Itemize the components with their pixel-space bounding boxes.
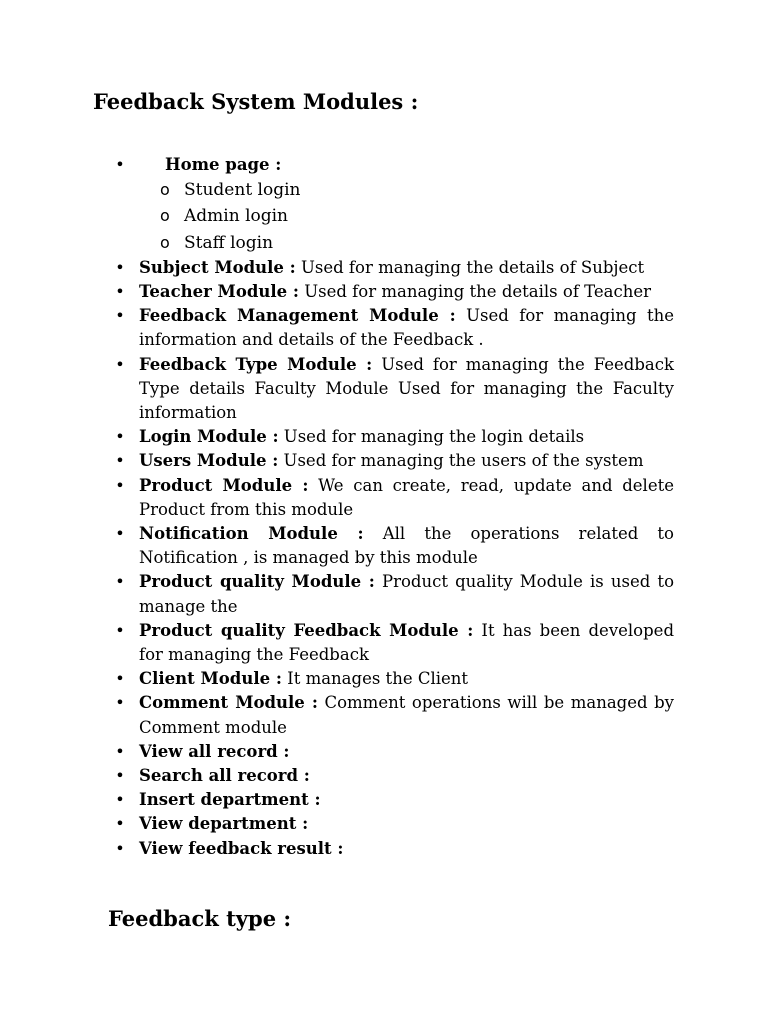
module-label: Login Module :	[139, 427, 279, 447]
list-item-view-feedback-result	[0, 837, 674, 861]
module-label: Comment Module :	[139, 693, 318, 713]
bullet-icon: •	[115, 766, 125, 786]
module-description: Comment operations will be managed by Comment module	[139, 693, 674, 737]
module-description: Used for managing the details of Subject	[295, 257, 645, 277]
sub-item-text: Staff login	[184, 232, 274, 253]
sub-bullet-icon: o	[160, 206, 170, 226]
module-label: Notification Module :	[139, 524, 364, 544]
bullet-icon: •	[115, 693, 125, 713]
module-label: View feedback result :	[139, 838, 344, 858]
bullet-icon: •	[115, 475, 125, 495]
module-label: Search all record :	[139, 766, 310, 786]
list-item-client-module	[0, 667, 674, 691]
sub-item-text: Student login	[184, 180, 301, 201]
sub-bullet-icon: o	[160, 232, 170, 252]
module-label: Feedback Type Module :	[139, 354, 373, 374]
list-item-product-quality-feedback-module	[0, 619, 674, 667]
module-list	[0, 153, 768, 861]
list-item-login-module	[0, 425, 674, 449]
list-item-users-module	[0, 449, 674, 473]
module-description: It has been developed for managing the Feedback	[139, 620, 675, 665]
sub-bullet-icon: o	[160, 180, 170, 200]
list-item-home-page	[0, 153, 674, 256]
feedback-type-heading: Feedback type :	[108, 906, 292, 931]
module-description: We can create, read, update and delete Product from this module	[139, 475, 674, 519]
list-item-feedback-management-module	[0, 304, 674, 352]
bullet-icon: •	[115, 620, 125, 640]
module-label: Product Module :	[139, 475, 309, 495]
module-label: View department :	[139, 814, 309, 834]
list-item-feedback-type-module	[0, 353, 674, 426]
module-description: Used for managing the login details	[278, 427, 585, 447]
module-label: Product quality Module :	[139, 572, 375, 592]
bullet-icon: •	[115, 669, 125, 689]
bullet-icon: •	[115, 838, 125, 858]
list-item-view-all-record	[0, 740, 674, 764]
sub-item-student-login	[160, 177, 674, 203]
home-sub-list	[160, 177, 674, 256]
home-page-label: Home page :	[165, 155, 282, 174]
bullet-icon: •	[115, 306, 125, 326]
bullet-icon: •	[115, 790, 125, 810]
list-item-product-quality-module	[0, 570, 674, 618]
list-item-view-department	[0, 812, 674, 836]
list-item-subject-module	[0, 256, 674, 280]
module-label: Teacher Module :	[139, 282, 299, 302]
list-item-product-module	[0, 474, 674, 522]
module-label: Insert department :	[139, 790, 321, 810]
sub-item-staff-login	[160, 230, 674, 256]
module-label: Client Module :	[139, 669, 282, 689]
bullet-icon: •	[115, 814, 125, 834]
module-description: Used for managing the Feedback Type details Faculty Module Used for managing the Faculty information	[139, 354, 674, 423]
sub-item-admin-login	[160, 203, 674, 229]
module-label: Users Module :	[139, 451, 279, 471]
bullet-icon: •	[115, 741, 125, 761]
list-item-notification-module	[0, 522, 674, 570]
bullet-icon: •	[115, 155, 125, 174]
bullet-icon: •	[115, 257, 125, 277]
list-item-insert-department	[0, 788, 674, 812]
bullet-icon: •	[115, 451, 125, 471]
module-description: All the operations related to Notification , is managed by this module	[139, 524, 674, 568]
module-description: Product quality Module is used to manage the	[139, 572, 674, 616]
bullet-icon: •	[115, 282, 125, 302]
bullet-icon: •	[115, 524, 125, 544]
module-label: Product quality Feedback Module :	[139, 620, 474, 640]
module-label: Subject Module :	[139, 257, 296, 277]
module-label: View all record :	[139, 741, 290, 761]
list-item-comment-module	[0, 691, 674, 739]
module-description: It manages the Client	[281, 669, 469, 689]
module-description: Used for managing the information and details of the Feedback .	[139, 306, 675, 350]
list-item-search-all-record	[0, 764, 674, 788]
list-item-teacher-module	[0, 280, 674, 304]
bullet-icon: •	[115, 427, 125, 447]
module-label: Feedback Management Module :	[139, 306, 456, 326]
page-title: Feedback System Modules :	[93, 89, 419, 114]
module-description: Used for managing the details of Teacher	[298, 282, 652, 302]
bullet-icon: •	[115, 354, 125, 374]
module-description: Used for managing the users of the system	[278, 451, 644, 471]
sub-item-text: Admin login	[184, 206, 289, 227]
bullet-icon: •	[115, 572, 125, 592]
